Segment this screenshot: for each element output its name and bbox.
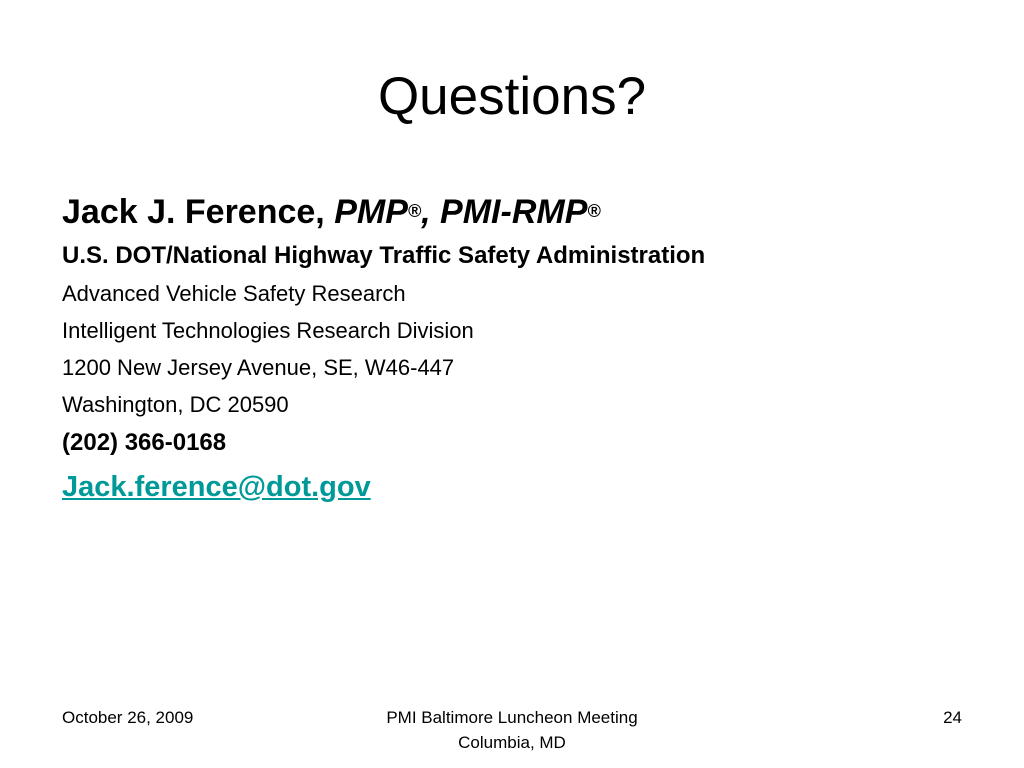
- footer-page-number: 24: [943, 708, 962, 727]
- footer-date: October 26, 2009: [62, 708, 194, 727]
- contact-address-line1: 1200 New Jersey Avenue, SE, W46-447: [62, 355, 455, 380]
- footer-event-title: PMI Baltimore Luncheon Meeting: [386, 708, 638, 727]
- contact-email-link[interactable]: Jack.ference@dot.gov: [62, 471, 371, 503]
- contact-block: [62, 186, 962, 511]
- footer-event: [312, 705, 712, 755]
- footer-event-location: Columbia, MD: [458, 733, 566, 752]
- credential-pmi-rmp: PMI-RMP: [440, 193, 588, 231]
- contact-name-line: [62, 186, 962, 237]
- contact-organization: U.S. DOT/National Highway Traffic Safety Administration: [62, 242, 706, 269]
- contact-division: Intelligent Technologies Research Division: [62, 318, 474, 343]
- registered-mark-1: ®: [407, 201, 422, 221]
- contact-phone: (202) 366-0168: [62, 429, 227, 456]
- credential-pmp: PMP®, PMI-RMP®: [334, 193, 601, 231]
- contact-name: Jack J. Ference,: [62, 193, 335, 231]
- contact-department: Advanced Vehicle Safety Research: [62, 281, 406, 306]
- slide-title: Questions?: [377, 67, 647, 126]
- registered-mark-2: ®: [587, 201, 601, 221]
- contact-address-line2: Washington, DC 20590: [62, 392, 289, 417]
